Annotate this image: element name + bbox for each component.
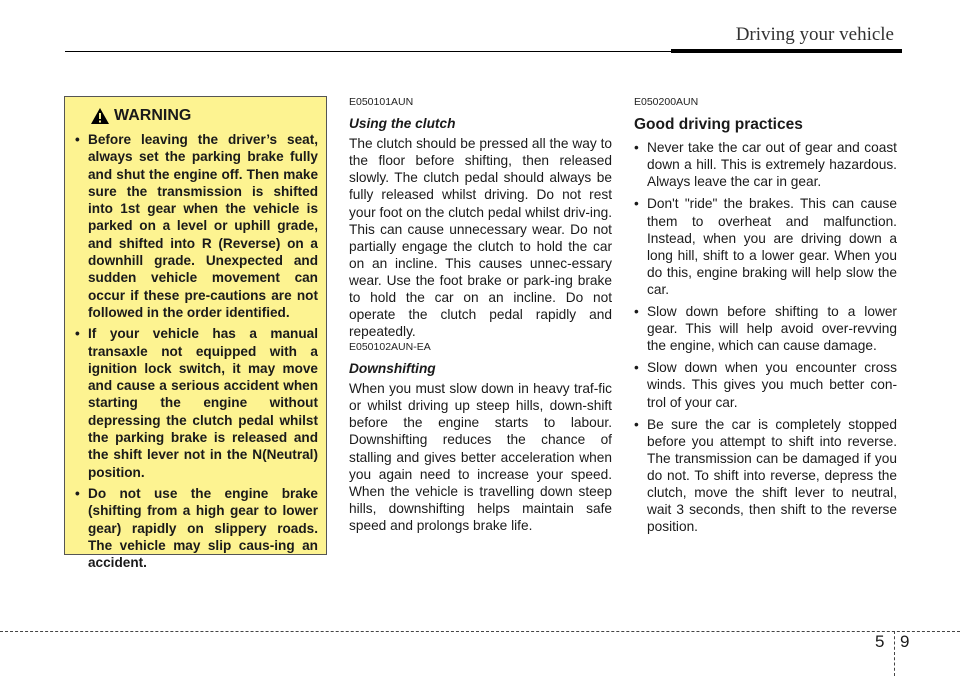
header-rule [65,51,671,52]
section-text: When you must slow down in heavy traf-fic or whilst driving up steep hills, down-shift before the engine starts to labour. Downshifting reduces the chance of stalling and gives better acceleration when you again need to increase your speed. When the vehicle is travelling down steep hills, downshifting helps maintain safe speed and prolongs brake life. [349,381,612,533]
section-code: E050102AUN-EA [349,341,431,353]
header-rule-thick [671,49,902,53]
warning-header [90,107,191,125]
footer-rule [0,631,960,632]
warning-item: • Before leaving the driver’s seat, always set the parking brake fully and shut the engine off. Then make sure the transmission is shifted into 1st gear when the vehicle is parked on a level or uphill grade, and shifted into R (Reverse) on a downhill grade. Unexpected and sudden vehicle movement can occur if these pre-cautions are not followed in the order identified. [73,131,318,321]
list-item: • Never take the car out of gear and coast down a hill. This is extremely hazardous. Always leave the car in gear. [634,139,897,190]
chapter-number: 5 [875,632,885,651]
warning-item: • Do not use the engine brake (shifting from a high gear to lower gear) rapidly on slippery roads. The vehicle may slip caus-ing an accident. [73,485,318,571]
list-item: • Be sure the car is completely stopped before you attempt to shift into reverse. The transmission can be damaged if you do not. To shift into reverse, depress the clutch, move the shift lever to neutral, wait 3 seconds, then shift to the reverse position. [634,416,897,536]
warning-item: • If your vehicle has a manual transaxle not equipped with a ignition lock switch, it may move and cause a serious accident when starting the engine without depressing the clutch pedal whilst the parking brake is released and the shift lever not in the N(Neutral) position. [73,325,318,481]
warning-title: WARNING [114,107,192,124]
warning-triangle-icon [90,107,110,125]
section-heading: Downshifting [349,361,436,377]
warning-box [64,96,327,571]
warning-list [73,131,318,575]
section-code: E050101AUN [349,96,414,108]
list-item: • Slow down when you encounter cross winds. This gives you much better con-trol of your car. [634,359,897,410]
good-driving-section [634,94,897,540]
page-number: 9 [900,632,910,651]
downshift-section [349,339,612,534]
section-code: E050200AUN [634,96,699,108]
list-item: • Don't "ride" the brakes. This can cause them to overheat and malfunction. Instead, when you are driving down a long hill, shift to a lower gear. When you do this, engine braking will help slow the car. [634,195,897,298]
section-text: The clutch should be pressed all the way to the floor before shifting, then released slowly. The clutch pedal should always be fully released whilst driving. Do not rest your foot on the clutch pedal whilst driv-ing. This can cause unnecessary wear. Do not partially engage the clutch to hold the car on an incline. This causes unnec-essary wear. Use the foot brake or park-ing brake to hold the car on an incline. Do not operate the clutch pedal rapidly and repeatedly. [349,136,612,340]
section-heading: Good driving practices [634,116,803,134]
chapter-title: Driving your vehicle [735,24,894,45]
footer-divider [894,631,895,676]
good-driving-list [634,139,897,535]
section-heading: Using the clutch [349,116,456,132]
list-item: • Slow down before shifting to a lower gear. This will help avoid over-revving the engine, which can cause damage. [634,303,897,354]
clutch-section [349,94,612,340]
